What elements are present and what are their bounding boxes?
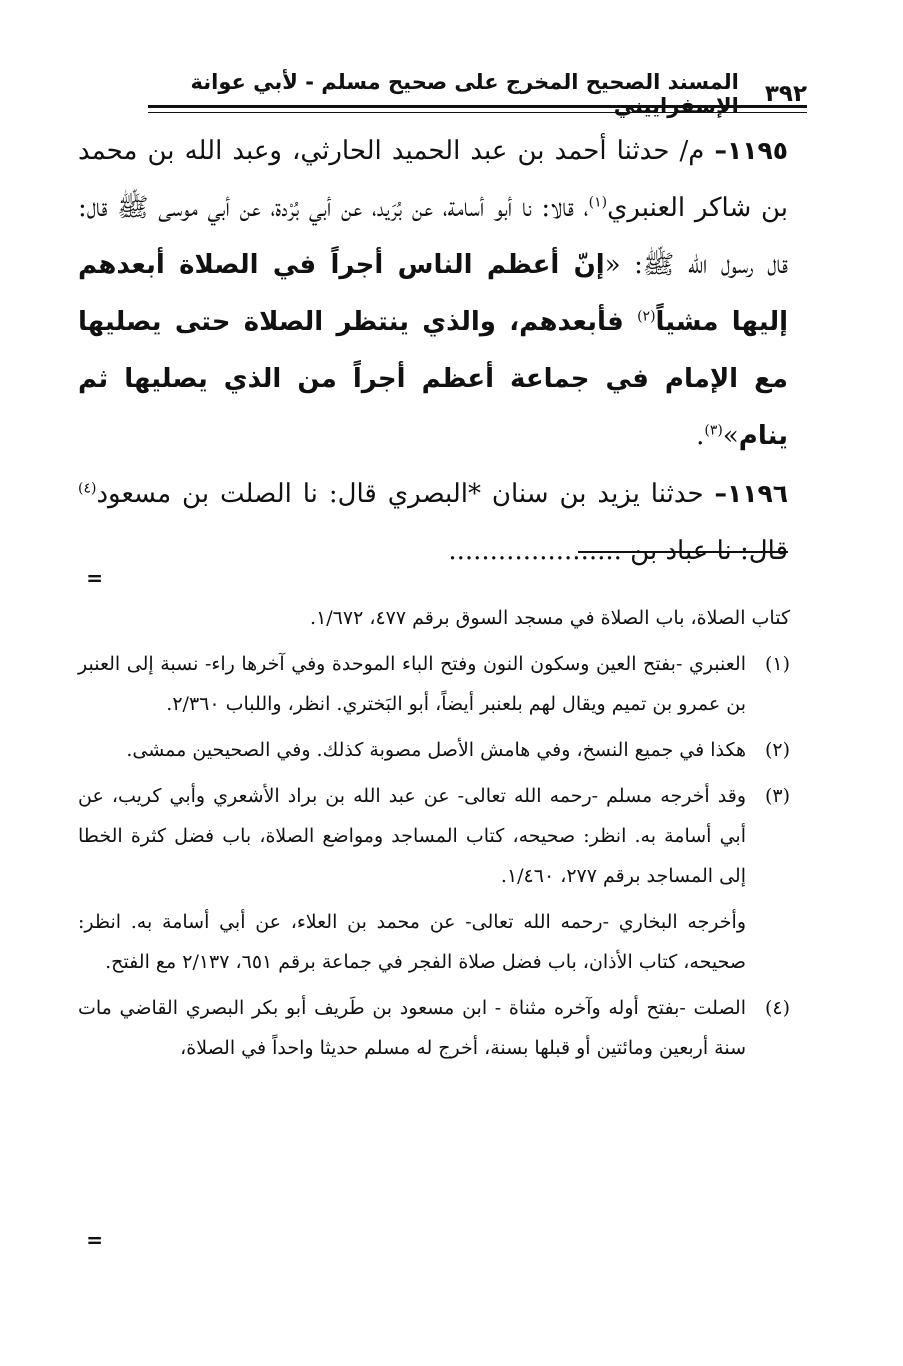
- hadith-1196-chain-cont: قال: نا عباد بن .....................: [448, 536, 788, 566]
- footnote-label-4: (٤): [764, 997, 790, 1019]
- hadith-number-1195: ١١٩٥–: [714, 136, 788, 165]
- header-rule: [148, 105, 807, 108]
- continuation-mark-bottom: =: [86, 1228, 103, 1252]
- hadith-1196-chain: حدثنا يزيد بن سنان *البصري قال: نا الصلت بن مسعود: [96, 479, 715, 509]
- hadith-1196: [78, 465, 788, 580]
- footnote-continuation: كتاب الصلاة، باب الصلاة في مسجد السوق برقم ٤٧٧، ١/٦٧٢.: [310, 607, 790, 629]
- footnote-text-3: وقد أخرجه مسلم -رحمه الله تعالى- عن عبد الله بن براد الأشعري وأبي كريب، عن أبي أسامة به. انظر: صحيحه، كتاب المساجد ومواضع الصلاة، باب فضل كثرة الخطا إلى المساجد برقم ٢٧٧، ١/٤٦٠.: [78, 785, 746, 887]
- hadith-1195-matn-1: إنّ أعظم الناس أجراً في الصلاة أبعدهم إليها مشياً: [78, 250, 788, 337]
- footnote-ref-1: (١): [588, 194, 608, 211]
- footnote-text-4: الصلت -بفتح أوله وآخره مثناة - ابن مسعود بن طَريف أبو بكر البصري القاضي مات سنة أربعين ومائتين أو قبلها بسنة، أخرج له مسلم حديثا واحداً في الصلاة،: [78, 997, 746, 1059]
- footnote-text-1: العنبري -بفتح العين وسكون النون وفتح الباء الموحدة وفي آخرها راء- نسبة إلى العنبر بن عمرو بن تميم ويقال لهم بلعنبر أيضاً، أبو البَختري. انظر، واللباب ٢/٣٦٠.: [78, 653, 746, 715]
- hadith-1195: [78, 122, 788, 465]
- hadith-1195-close-quote: »: [722, 421, 739, 451]
- hadith-1195-matn-2: فأبعدهم، والذي ينتظر الصلاة حتى يصليها مع الإمام في جماعة أعظم أجراً من الذي يصليها ثم ينام: [78, 307, 788, 451]
- main-text: [78, 122, 788, 580]
- running-title: المسند الصحيح المخرج على صحيح مسلم - لأبي عوانة الإسفراييني: [190, 70, 739, 118]
- page-number: ٣٩٢: [764, 81, 807, 107]
- hadith-1195-chain: م/ حدثنا أحمد بن عبد الحميد الحارثي، وعبد الله بن محمد بن شاكر العنبري: [78, 136, 788, 223]
- running-header: [148, 62, 807, 118]
- footnote-text-2: هكذا في جميع النسخ، وفي هامش الأصل مصوبة كذلك. وفي الصحيحين ممشى.: [126, 739, 746, 761]
- footnote-1: [78, 644, 790, 724]
- footnote-ref-4: (٤): [78, 480, 97, 497]
- footnote-label-1: (١): [764, 653, 790, 675]
- footnote-label-2: (٢): [764, 739, 790, 761]
- footnote-3-extra: وأخرجه البخاري -رحمه الله تعالى- عن محمد بن العلاء، عن أبي أسامة به. انظر: صحيحه، كتاب الأذان، باب فضل صلاة الفجر في جماعة برقم ٦٥١، ٢/١٣٧ مع الفتح.: [78, 911, 746, 973]
- continuation-mark-top: =: [86, 566, 103, 590]
- footnote-label-3: (٣): [764, 785, 790, 807]
- hadith-number-1196: ١١٩٦–: [714, 479, 788, 508]
- footnote-3: [78, 776, 790, 896]
- hadith-1195-chain-cont: ، قالا: نا أبو أسامة، عن بُرَيد، عن أبي بُرْدة، عن أبي موسى ﷺ قال: قال رسول الله ﷺ: «: [78, 193, 788, 280]
- hadith-1195-end: .: [696, 421, 705, 451]
- footnotes: [78, 598, 790, 1074]
- header-rule-thin: [148, 112, 807, 113]
- footnote-ref-2: (٢): [637, 308, 656, 325]
- footnote-ref-3: (٣): [704, 422, 723, 439]
- footnote-2: [78, 730, 790, 770]
- footnote-separator: [578, 551, 788, 553]
- footnote-4: [78, 988, 790, 1068]
